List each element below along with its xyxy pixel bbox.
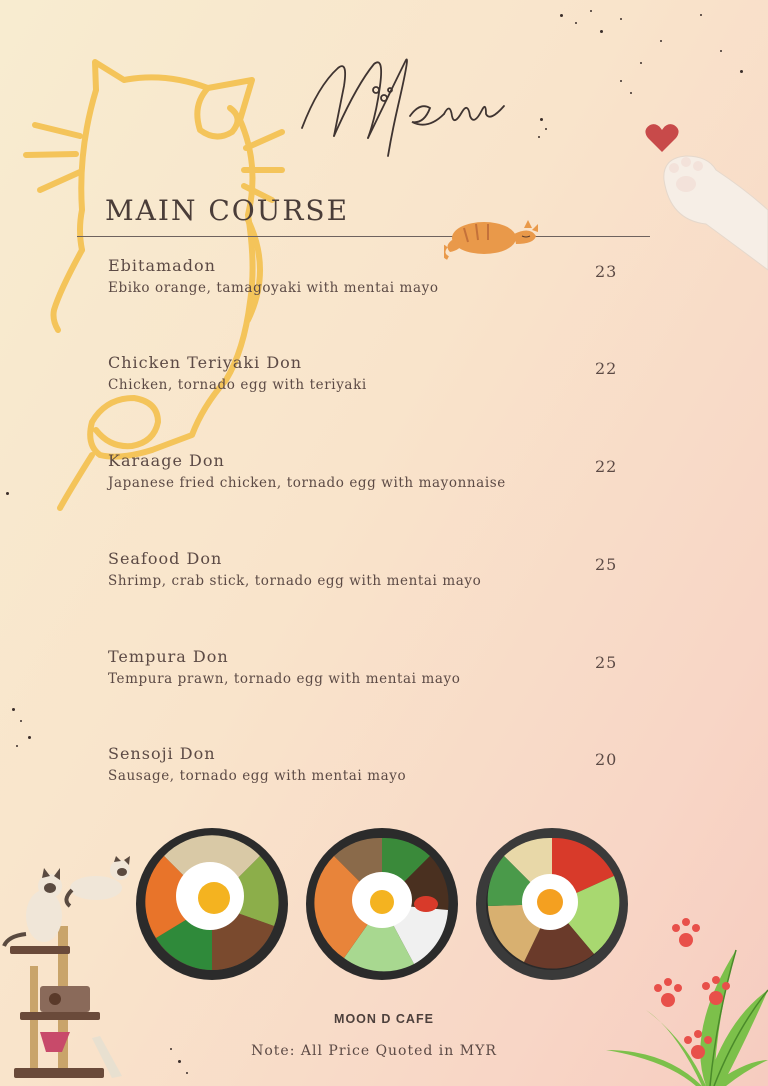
currency-note: Note: All Price Quoted in MYR	[251, 1043, 497, 1059]
menu-item-name: Chicken Teriyaki Don	[108, 353, 303, 372]
menu-item-price: 22	[595, 457, 618, 476]
menu-item-description: Ebiko orange, tamagoyaki with mentai mayo	[108, 280, 439, 296]
menu-item	[108, 451, 628, 493]
section-title: MAIN COURSE	[105, 194, 350, 227]
menu-item	[108, 744, 628, 786]
menu-item-name: Sensoji Don	[108, 744, 216, 763]
script-menu-heading	[298, 46, 508, 166]
menu-item-name: Karaage Don	[108, 451, 225, 470]
rice-bowl-illustration	[304, 826, 460, 982]
menu-item-price: 22	[595, 359, 618, 378]
plant-illustration	[606, 910, 768, 1086]
menu-item	[108, 256, 628, 298]
script-title-text: Menu	[298, 46, 301, 47]
cafe-brand-name: MOON D CAFE	[334, 1012, 434, 1026]
menu-item-name: Seafood Don	[108, 549, 223, 568]
title-divider	[77, 236, 650, 237]
menu-item-price: 20	[595, 750, 618, 769]
menu-item-name: Tempura Don	[108, 647, 229, 666]
menu-item	[108, 647, 628, 689]
menu-item-price: 25	[595, 653, 618, 672]
menu-item-price: 25	[595, 555, 618, 574]
bibimbap-bowl-illustration	[134, 826, 290, 982]
menu-item-description: Japanese fried chicken, tornado egg with mayonnaise	[108, 475, 506, 491]
menu-item-description: Sausage, tornado egg with mentai mayo	[108, 768, 407, 784]
menu-item-description: Chicken, tornado egg with teriyaki	[108, 377, 367, 393]
cat-paw-illustration	[656, 150, 768, 280]
menu-item	[108, 549, 628, 591]
menu-item-price: 23	[595, 262, 618, 281]
sleeping-cat-illustration	[444, 206, 544, 262]
menu-item-description: Shrimp, crab stick, tornado egg with mentai mayo	[108, 573, 482, 589]
menu-item-description: Tempura prawn, tornado egg with mentai mayo	[108, 671, 461, 687]
menu-item	[108, 353, 628, 395]
menu-item-name: Ebitamadon	[108, 256, 216, 275]
